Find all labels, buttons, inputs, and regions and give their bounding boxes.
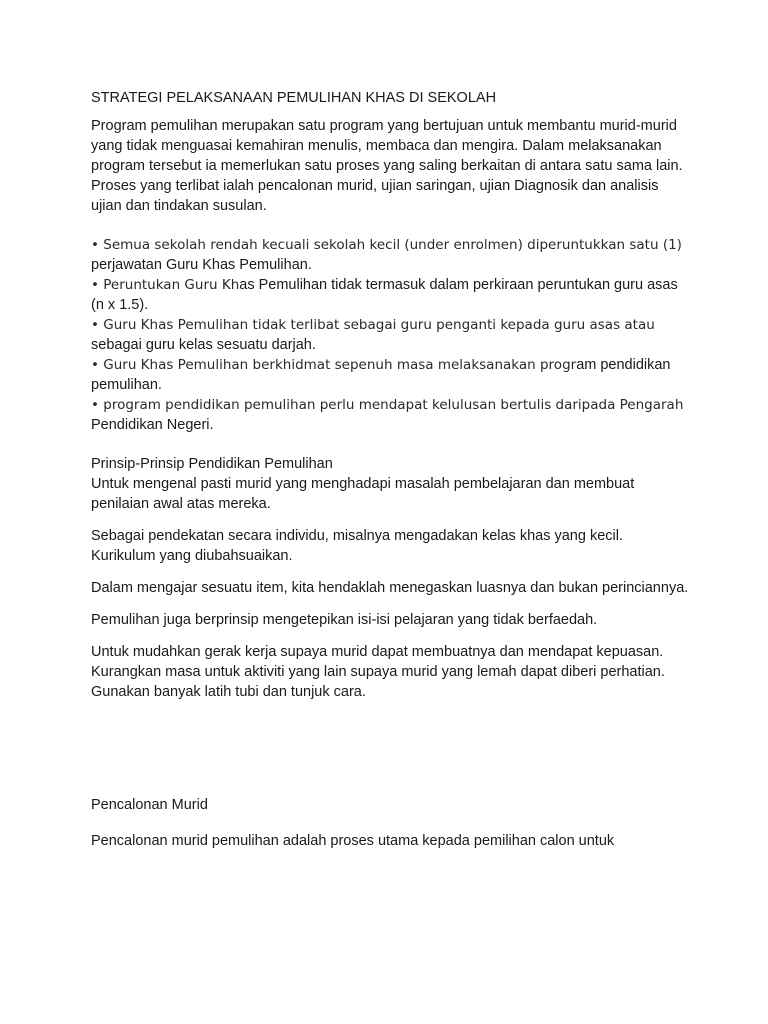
bullet-item xyxy=(91,315,691,355)
principle-paragraph: Untuk mudahkan gerak kerja supaya murid dapat membuatnya dan mendapat kepuasan. Kurangkan masa untuk aktiviti yang lain supaya murid yang lemah dapat diberi perhatian. Gunakan banyak latih tubi dan tunjuk cara. xyxy=(91,644,665,700)
principle-paragraph: Sebagai pendekatan secara individu, misalnya mengadakan kelas khas yang kecil. Kurikulum yang diubahsuaikan. xyxy=(91,528,623,564)
nomination-paragraph: Pencalonan murid pemulihan adalah proses utama kepada pemilihan calon untuk xyxy=(91,833,615,849)
bullet-text-light: • program pendidikan pemulihan perlu mendapat kelulusan bertulis daripada Pengarah xyxy=(91,397,684,413)
principle-paragraph: Pemulihan juga berprinsip mengetepikan isi-isi pelajaran yang tidak berfaedah. xyxy=(91,612,598,628)
bullet-text-light: • Guru Khas Pemulihan berkhidmat sepenuh masa melaksanakan progr xyxy=(91,357,577,373)
document-title: STRATEGI PELAKSANAAN PEMULIHAN KHAS DI SEKOLAH xyxy=(91,90,497,106)
principles-heading: Prinsip-Prinsip Pendidikan Pemulihan xyxy=(91,456,333,472)
principle-paragraph: Untuk mengenal pasti murid yang menghadapi masalah pembelajaran dan membuat penilaian awal atas mereka. xyxy=(91,476,635,512)
bullet-text-dark: perjawatan Guru Khas Pemulihan. xyxy=(91,257,312,273)
bullet-item xyxy=(91,355,691,395)
principle-paragraph: Dalam mengajar sesuatu item, kita hendaklah menegaskan luasnya dan bukan perinciannya. xyxy=(91,580,689,596)
spacer xyxy=(91,435,691,454)
bullet-text-light: • Peruntukan Guru Kh xyxy=(91,277,240,293)
bullet-text-dark: sebagai guru kelas sesuatu darjah. xyxy=(91,337,316,353)
spacer xyxy=(91,702,691,795)
bullet-text-dark: as Pemulihan tidak termasuk dalam perkiraan peruntukan guru asas (n x 1.5). xyxy=(91,277,678,313)
bullet-item xyxy=(91,395,691,435)
spacer xyxy=(91,815,691,831)
document-page xyxy=(91,88,691,851)
bullet-list xyxy=(91,235,691,435)
bullet-text-dark: Pendidikan Negeri. xyxy=(91,417,214,433)
bullet-item xyxy=(91,235,691,275)
bullet-text-dark: am pendidikan pemulihan. xyxy=(91,357,671,393)
intro-paragraph: Program pemulihan merupakan satu program yang bertujuan untuk membantu murid-murid yang tidak menguasai kemahiran menulis, membaca dan mengira. Dalam melaksanakan program tersebut ia memerlukan satu proses yang saling berkaitan di antara satu sama lain. Proses yang terlibat ialah pencalonan murid, ujian saringan, ujian Diagnosik dan analisis ujian dan tindakan susulan. xyxy=(91,118,683,214)
bullet-text-light: • Guru Khas Pemulihan tidak terlibat sebagai guru penganti kepada guru asas atau xyxy=(91,317,655,333)
bullet-text-light: • Semua sekolah rendah kecuali sekolah kecil (under enrolmen) diperuntukkan satu (1) xyxy=(91,237,682,253)
nomination-heading: Pencalonan Murid xyxy=(91,797,208,813)
bullet-item xyxy=(91,275,691,315)
